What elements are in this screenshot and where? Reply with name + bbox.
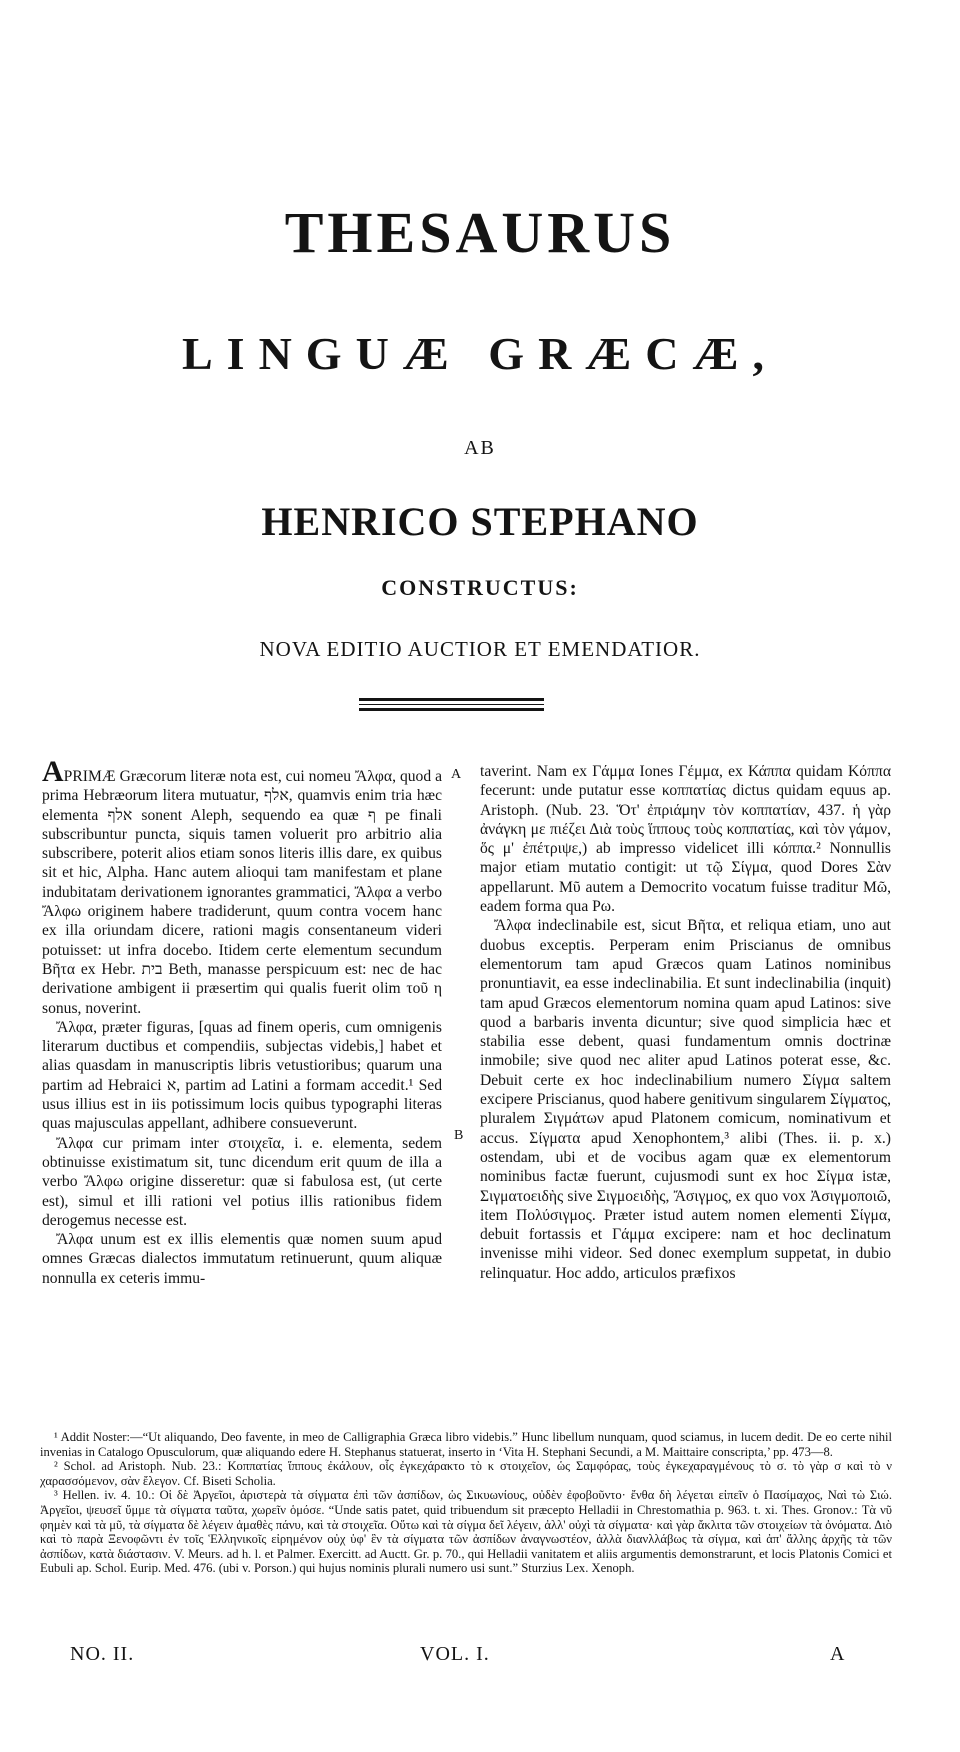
drop-cap: A [42,755,64,788]
ornamental-rule-bottom [359,708,544,711]
title-lingua-graeca: LINGUÆ GRÆCÆ, [181,328,779,379]
footnote: ² Schol. ad Aristoph. Nub. 23.: Κοππατίας ἵππους ἐκάλουν, οἷς ἐγκεχάρακτο τὸ κ στοιχεῖον, ὡς Σαμφόρας, τοὺς ἐγκεχαραγμένους τὸ σ. τὸ γὰρ σ καὶ τὸ ν χαρασσόμενον, σὰν ἔλεγον. Cf. Biseti Scholia. [40,1459,892,1488]
title-ab: AB [464,437,496,459]
paragraph: Ἄλφα cur primam inter στοιχεῖα, i. e. elementa, sedem obtinuisse existimatum sit, tunc dicendum erit quum de illa a verbo Ἄλφω origine disseretur: quæ si fabulosa est, (ut certe est), simul et illi rationi vel potius illis rationibus fidem derogemus necesse est. [42,1134,442,1229]
margin-letter-a: A [451,767,462,782]
paragraph [42,755,442,1018]
ornamental-rule-middle [359,704,544,705]
footnote: ¹ Addit Noster:—“Ut aliquando, Deo favente, in meo de Calligraphia Græca libro videbis.” Hunc libellum nunquam, quod sciamus, in lucem dedit. De eo certe nihil invenias in Catalogo Opusculorum, quæ aliquando edere H. Stephanus statuerat, inserto in ‘Vita H. Stephani Secundi, a M. Maittaire conscripta,’ pp. 473—8. [40,1430,892,1459]
paragraph: Ἄλφα indeclinabile est, sicut Βῆτα, et reliqua etiam, uno aut duobus exceptis. Perperam enim Priscianus de omnibus elementorum tam apud Græcos quam Latinos nominibus pronuntiavit, ea esse indeclinabilia. Et sunt indeclinabilia (inquit) tam apud Græcos elementorum nomina quam apud Latinos: sive quod a barbaris inventa dicuntur; sive quod simplicia hæc et stabilia esse debent, quasi fundamentum omnis doctrinæ inmobile; sive quod nec aliter apud Latinos poterat esse, &c. Debuit certe ex hoc indeclinabilium numero Σίγμα saltem excipere Priscianus, quod habere genitivum singularem Σίγματος, pluralem Σιγμάτων apud Platonem comicum, nominativum et accus. Σίγματα apud Xenophontem,³ alibi (Thes. ii. p. x.) ostendam, ubi et de vocibus agam quæ ex elementorum nominibus factæ fuerunt, cujusmodi sunt ex hoc Σίγμα istæ, Σιγματοειδὴς sive Σιγμοειδὴς, Ἄσιγμος, ex quo vox Ἀσιγμοποιῶ, item Πολύσιγμος. Præter istud autem nomen elementi Σίγμα, debuit fortassis et Γάμμα excipere: nam et hoc declinatum invenisse mihi videor. Sed donec exemplum suppetat, in dubio relinquatur. Hoc addo, articulos præfixos [480,917,891,1282]
paragraph: Ἄλφα, præter figuras, [quas ad finem operis, cum omnigenis literarum ductibus et compendiis, subjectas videbis,] habet et alias quasdam in manuscriptis libris vetustioribus; quarum una partim ad Hebraici א, partim ad Latini a formam accedit.¹ Sed usus illius est in iis potissimum locis quibus typographi literas quas majusculas appellant, adhibere consueverunt. [42,1018,442,1133]
paragraph-text: Græcorum literæ nota est, cui nomeu Ἄλφα, quod a prima Hebræorum litera mutuatur, אלף, quamvis enim tria hæc elementa אלף sonent Aleph, sequendo ea quæ ף pe finali subscribuntur puncta, siquis tamen voluerit pro arbitrio alia subscribere, poterit alios etiam sonos literis illis dare, ex quibus sit et hic, Alpha. Hanc autem alioqui tam manifestam et plane indubitatam derivationem ignorantes grammatici, Ἄλφα a verbo Ἄλφω originem habere tradiderunt, quum contra vocem hanc ex illa oriundam dicere, rationi magis consentaneum videri potuisset: ut infra docebo. Itidem certe elementum secundum Βῆτα ex Hebr. בית Beth, manasse perspicuum est: nec de hac derivatione ambigent ii præsertim qui qualis fuerit olim τοῦ η sonus, noverint. [42,768,442,1017]
signature-mark: A [830,1643,846,1665]
title-constructus: CONSTRUCTUS: [381,575,579,600]
title-block [0,198,960,663]
lead-word: PRIMÆ [63,768,116,785]
title-author: HENRICO STEPHANO [261,499,699,544]
volume-number: VOL. I. [420,1643,490,1665]
paragraph: Ἄλφα unum est ex illis elementis quæ nomen suum apud omnes Græcas dialectos immutatum retinuerunt, quum aliquæ nonnulla ex ceteris immu- [42,1231,442,1287]
ornamental-rule-top [359,698,544,701]
paragraph: taverint. Nam ex Γάμμα Iones Γέμμα, ex Κάππα quidam Κόππα fecerunt: unde putatur esse κοππατίας dictus quidam equus ap. Aristoph. (Nub. 23. Ὅτ' ἐπριάμην τὸν κοππατίαν, 437. ἡ γὰρ ἀνάγκη με πιέζει Διὰ τοὺς ἵππους τοὺς κοππατίας, καὶ τὸν γάμον, ὅς μ' ἐπέτριψε,) ab impresso videlicet illi κόππα.² Nonnullis major etiam mutatio contigit: ut τῷ Σίγμα, quod Dores Σὰν appellarunt. Μῦ autem a Democrito vocatum fuisse traditur Μῶ, eadem forma qua Ρω. [480,763,891,916]
issue-number: NO. II. [70,1643,135,1665]
margin-letter-b: B [454,1128,464,1143]
title-thesaurus: THESAURUS [284,200,676,265]
footnotes [40,1430,892,1576]
footnote: ³ Hellen. iv. 4. 10.: Οἱ δὲ Ἀργεῖοι, ἀριστερὰ τὰ σίγματα ἐπὶ τῶν ἀσπίδων, ὡς Σικυωνίους, οὐδὲν ἐφοβοῦντο· ἔνθα δὴ λέγεται εἰπεῖν ὁ Πασίμαχος, Ναὶ τὼ Σιώ. Ἀργεῖοι, ψευσεῖ ὔμμε τὰ σίγματα ταῦτα, χωρεῖν ὁμόσε. “Unde satis patet, quid tribuendum sit præcepto Helladii in Chrestomathia p. 963. t. xi. Thes. Gronov.: Τὰ νῦ φημὲν καὶ τὰ μῦ, τὰ σίγματα δὲ λέγειν ἀμαθὲς πάνυ, καὶ τὰ στοιχεῖα. Οὕτω καὶ τὰ σίγμα δεῖ λέγειν, ἀλλ' οὐχὶ τὰ σίγματα· καὶ γὰρ ἄκλιτα τῶν στοιχείων τὰ ὀνόματα. Διὸ καὶ τὸ παρὰ Ξενοφῶντι ἐν τοῖς Ἑλληνικοῖς εἰρημένον οὐχ ὑφ' ἓν τὰ σίγματα τῶν ἀσπίδων ἀναγνωστέον, ἀλλὰ διανλλάβως τὰ σίγμα, καὶ ἀπ' ἄλλης ἀρχῆς τὰ τῶν ἀσπίδων, κατὰ διάστασιν. V. Meurs. ad h. l. et Palmer. Exercitt. ad Auctt. Gr. p. 70., qui Helladii vanitatem et aliis argumentis demonstrarunt, et locis Platonis Comici et Eubuli ap. Schol. Eurip. Med. 476. (ubi v. Porson.) qui hujus nominis plurali numero usi sunt.” Sturzius Lex. Xenoph. [40,1488,892,1576]
left-column [42,755,442,1288]
title-edition: NOVA EDITIO AUCTIOR ET EMENDATIOR. [259,637,701,661]
right-column [480,762,891,1283]
